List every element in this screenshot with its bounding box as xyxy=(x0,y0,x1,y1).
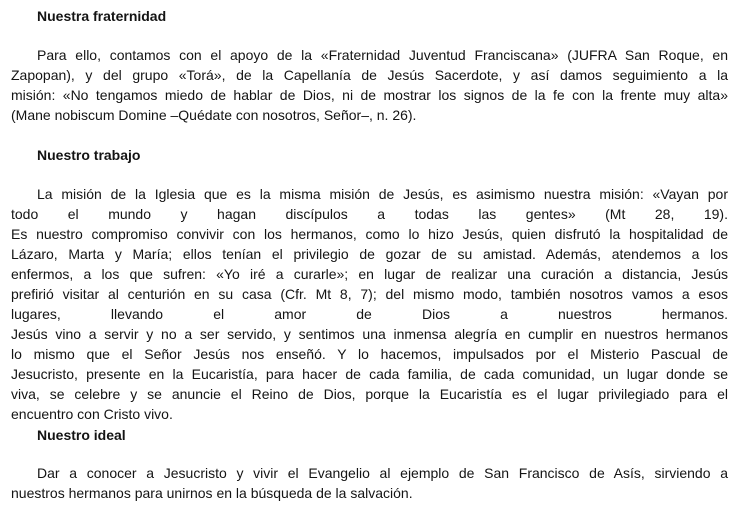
paragraph-line: La misión de la Iglesia que es la misma misión de Jesús, es asimismo nuestra misión: «Vayan por xyxy=(37,186,728,202)
section-paragraph-trabajo xyxy=(11,184,728,424)
paragraph-line: Es nuestro compromiso convivir con los hermanos, como lo hizo Jesús, quien disfrutó la hospitalidad de xyxy=(11,226,728,242)
section-heading-ideal: Nuestro ideal xyxy=(37,427,126,443)
paragraph-line: lugares, llevando el amor de Dios a nuestros hermanos. xyxy=(11,306,728,322)
section-heading-fraternidad: Nuestra fraternidad xyxy=(37,8,167,24)
paragraph-line: Dar a conocer a Jesucristo y vivir el Evangelio al ejemplo de San Francisco de Asís, sirviendo a xyxy=(37,465,728,481)
paragraph-line: Para ello, contamos con el apoyo de la «Fraternidad Juventud Franciscana» (JUFRA San Roque, en xyxy=(37,47,728,63)
paragraph-line: (Mane nobiscum Domine –Quédate con nosotros, Señor–, n. 26). xyxy=(11,107,417,123)
paragraph-line: prefirió visitar al centurión en su casa (Cfr. Mt 8, 7); del mismo modo, también nosotros vamos a esos xyxy=(11,286,728,302)
paragraph-line: nuestros hermanos para unirnos en la búsqueda de la salvación. xyxy=(11,485,413,501)
section-heading-trabajo: Nuestro trabajo xyxy=(37,147,141,163)
paragraph-line: todo el mundo y hagan discípulos a todas las gentes» (Mt 28, 19). xyxy=(11,206,728,222)
paragraph-line: encuentro con Cristo vivo. xyxy=(11,406,173,422)
section-paragraph-fraternidad xyxy=(11,45,728,125)
paragraph-line: Zapopan), y del grupo «Torá», de la Capellanía de Jesús Sacerdote, y así damos seguimiento a la xyxy=(11,67,728,83)
paragraph-line: Jesús vino a servir y no a ser servido, y sentimos una inmensa alegría en cumplir en nuestros hermanos xyxy=(11,326,728,342)
section-paragraph-ideal xyxy=(11,463,728,503)
paragraph-line: enfermos, a los que sufren: «Yo iré a curarle»; en lugar de realizar una curación a distancia, Jesús xyxy=(11,266,728,282)
paragraph-line: viva, se celebre y se anuncie el Reino de Dios, porque la Eucaristía es el lugar privilegiado para el xyxy=(11,386,728,402)
paragraph-line: Lázaro, Marta y María; ellos tenían el privilegio de gozar de su amistad. Además, atendemos a los xyxy=(11,246,728,262)
paragraph-line: Jesucristo, presente en la Eucaristía, para hacer de cada familia, de cada comunidad, un lugar donde se xyxy=(11,366,728,382)
paragraph-line: misión: «No tengamos miedo de hablar de Dios, ni de mostrar los signos de la fe con la frente muy alta» xyxy=(11,87,728,103)
paragraph-line: lo mismo que el Señor Jesús nos enseñó. Y lo hacemos, impulsados por el Misterio Pascual de xyxy=(11,346,728,362)
